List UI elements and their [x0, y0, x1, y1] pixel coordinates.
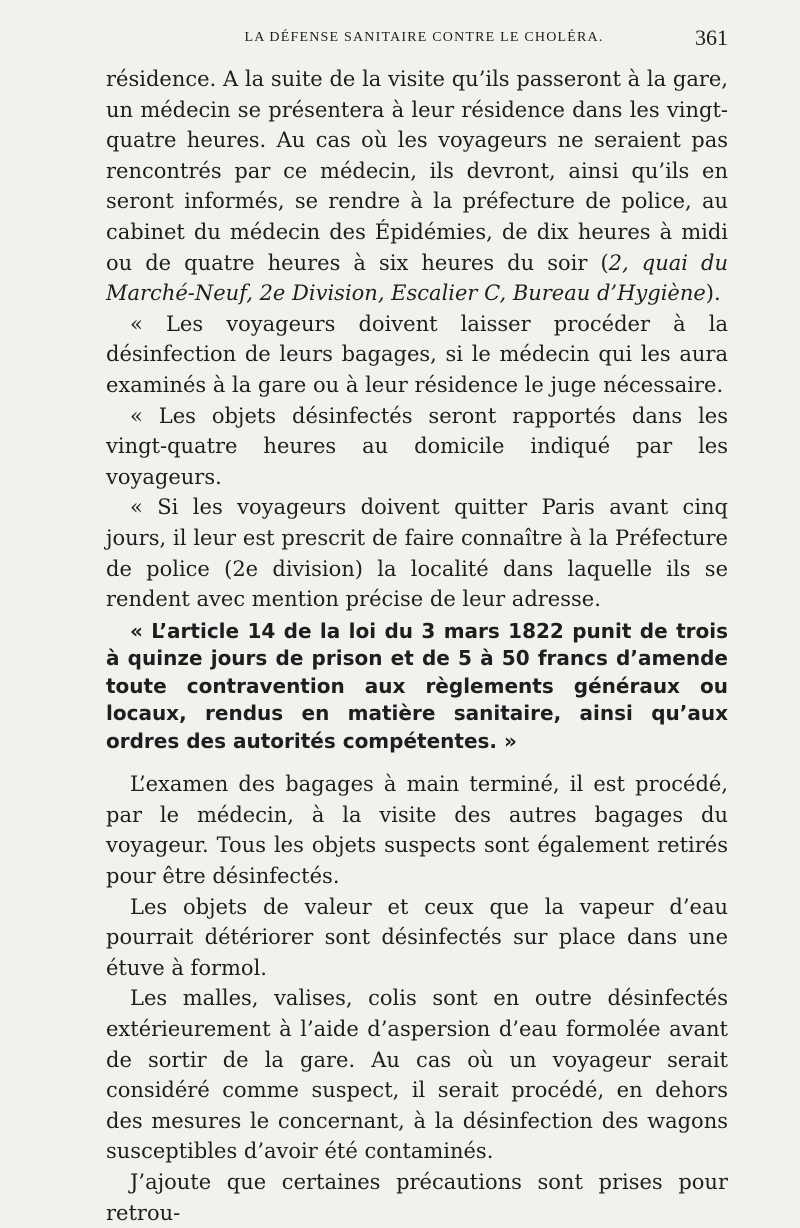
paragraph-6: L’examen des bagages à main terminé, il est procédé, par le médecin, à la visite des autres bagages du voyageur. Tous les objets suspects sont également retirés pour être désinfectés.: [106, 772, 728, 888]
paragraph-1-text: résidence. A la suite de la visite qu’ils passeront à la gare, un médecin se présentera à leur résidence dans les vingt-quatre heures. Au cas où les voyageurs ne seraient pas rencontrés par ce médecin, ils devront, ainsi qu’ils en seront informés, se rendre à la préfecture de police, au cabinet du médecin des Épidémies, de dix heures à midi ou de quatre heures à six heures du soir (: [106, 67, 728, 275]
address-italic: 2, quai du Marché-Neuf, 2e Division, Escalier C, Bureau d’Hygiène: [106, 250, 728, 306]
paragraph-8: Les malles, valises, colis sont en outre désinfectés extérieurement à l’aide d’aspersion d’eau formolée avant de sortir de la gare. Au cas où un voyageur serait considéré comme suspect, il serait procédé, en dehors des mesures le concernant, à la désinfection des wagons susceptibles d’avoir été contaminés.: [106, 986, 728, 1164]
paragraph-9: J’ajoute que certaines précautions sont prises pour retrou-: [106, 1169, 728, 1225]
paragraph-7: Les objets de valeur et ceux que la vapeur d’eau pourrait détériorer sont désinfectés sur place dans une étuve à formol.: [106, 894, 728, 980]
paragraph-1: [106, 64, 728, 309]
paragraph-1-end: ).: [705, 281, 721, 306]
page-number: 361: [695, 25, 728, 50]
paragraph-2: « Les voyageurs doivent laisser procéder à la désinfection de leurs bagages, si le médecin qui les aura examinés à la gare ou à leur résidence le juge nécessaire.: [106, 311, 728, 397]
body-text: [106, 64, 728, 1228]
paragraph-3: « Les objets désinfectés seront rapportés dans les vingt-quatre heures au domicile indiqué par les voyageurs.: [106, 403, 728, 489]
penalty-notice-bold: « L’article 14 de la loi du 3 mars 1822 punit de trois à quinze jours de prison et de 5 à 50 francs d’amende toute contravention aux règlements généraux ou locaux, rendus en matière sanitaire, ainsi qu’aux ordres des autorités compétentes. »: [106, 618, 728, 753]
running-header: [106, 25, 728, 64]
running-title: LA DÉFENSE SANITAIRE CONTRE LE CHOLÉRA.: [244, 30, 604, 45]
paragraph-4: « Si les voyageurs doivent quitter Paris avant cinq jours, il leur est prescrit de faire connaître à la Préfecture de police (2e division) la localité dans laquelle ils se rendent avec mention précise de leur adresse.: [106, 495, 728, 612]
